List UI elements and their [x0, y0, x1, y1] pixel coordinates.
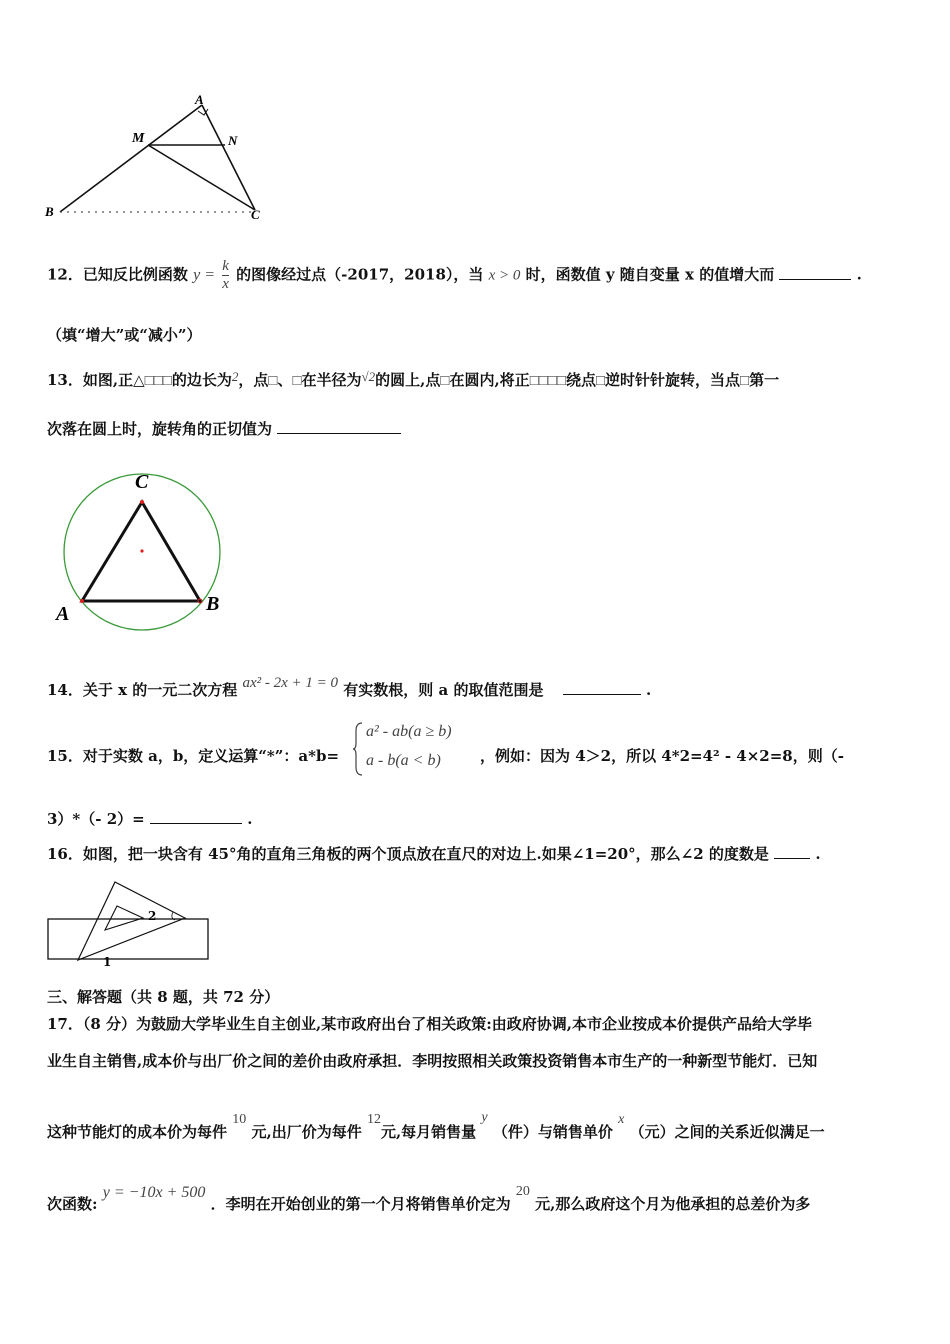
q13-line2 — [47, 418, 401, 439]
q13-text-5: 在半径为 — [301, 371, 362, 389]
q12-answer-blank[interactable] — [779, 279, 851, 280]
q12-line1 — [47, 258, 862, 293]
q14-end: . — [645, 681, 652, 699]
q12-fn-num: k — [222, 258, 229, 274]
q15-line2 — [47, 808, 252, 829]
q13-text-2: 的边长为 — [171, 371, 232, 389]
q13-text-9: 逆时针针旋转，当点 — [605, 371, 741, 389]
q16-answer-blank[interactable] — [774, 858, 810, 859]
q17-l4a: 次函数: — [47, 1195, 98, 1213]
q12-fraction — [222, 258, 229, 293]
q17-l3e: （元）之间的关系近似满足一 — [629, 1123, 825, 1141]
label-a2: A — [56, 603, 70, 625]
q17-l4b: ．李明在开始创业的第一个月将销售单价定为 — [210, 1195, 511, 1213]
q13-radius: √2 — [361, 369, 376, 384]
section-3-heading: 三、解答题（共 8 题，共 72 分） — [47, 988, 280, 1006]
q12-fn-lhs: y = — [193, 266, 216, 284]
q17-price-value: 20 — [515, 1184, 530, 1199]
q15-suffix: ，例如：因为 4＞2，所以 4*2=4² - 4×2=8，则（- — [480, 747, 844, 765]
set-square-outer — [78, 882, 185, 960]
q13-placeholder-b: □ — [292, 373, 302, 389]
center-point — [140, 549, 143, 552]
q15-end: . — [247, 810, 253, 828]
label-angle-1: 1 — [103, 955, 112, 969]
label-b: B — [45, 204, 54, 219]
q15-case2: a - b(a < b) — [366, 752, 441, 769]
q17-line3 — [47, 1110, 825, 1142]
q17-cost-value: 10 — [232, 1112, 247, 1127]
q15-brace — [352, 721, 364, 777]
point-a-dot — [80, 599, 84, 603]
q13-placeholder-a: □ — [268, 373, 278, 389]
label-c: C — [251, 207, 260, 222]
q13-line1 — [47, 369, 779, 390]
q12-end: . — [856, 265, 862, 284]
q14-answer-blank[interactable] — [563, 694, 641, 695]
q13-text-1: 13．如图,正△ — [47, 371, 145, 389]
q17-var-y: y — [481, 1110, 488, 1125]
q13-side-length: 2 — [231, 369, 239, 384]
q13-placeholder-abc: □□□ — [144, 373, 172, 389]
q12-suffix: 时，函数值 y 随自变量 x 的值增大而 — [525, 265, 775, 284]
point-c-dot — [140, 500, 144, 504]
ruler — [48, 919, 208, 959]
set-square-inner — [105, 906, 143, 930]
line-ba — [60, 105, 202, 212]
q13-text-10: 第一 — [749, 371, 780, 389]
q15-line1 — [47, 745, 339, 766]
q16-line — [47, 843, 821, 864]
q17-l3d: （件）与销售单价 — [492, 1123, 613, 1141]
label-n: N — [228, 133, 238, 148]
q16-end: . — [815, 845, 821, 863]
q13-text-4: 、 — [277, 371, 293, 389]
q17-l3c: 元,每月销售量 — [380, 1123, 477, 1141]
figure-triangle-mn — [40, 92, 280, 225]
q15-prefix: 15．对于实数 a，b，定义运算“*”：a*b= — [47, 747, 340, 765]
q13-text-6: 的圆上,点 — [375, 371, 441, 389]
q15-answer-blank[interactable] — [150, 823, 242, 824]
q15-line2-text: 3）*（- 2）= — [47, 810, 145, 828]
q17-line2: 业生自主销售,成本价与出厂价之间的差价由政府承担．李明按照相关政策投资销售本市生产的一种新型节能灯．已知 — [47, 1052, 818, 1070]
q13-line2-text: 次落在圆上时，旋转角的正切值为 — [47, 420, 273, 438]
q13-placeholder-abc2: □□□□ — [529, 373, 566, 389]
q16-text: 16．如图，把一块含有 45°角的直角三角板的两个顶点放在直尺的对边上.如果∠1=20°，那么∠2 的度数是 — [47, 845, 769, 863]
q17-l3a: 这种节能灯的成本价为每件 — [47, 1123, 228, 1141]
q17-var-x: x — [618, 1112, 625, 1127]
q13-placeholder-b2: □ — [595, 373, 606, 389]
q12-mid: 的图像经过点（-2017，2018），当 — [236, 265, 484, 284]
q17-l4c: 元,那么政府这个月为他承担的总差价为多 — [535, 1195, 811, 1213]
q12-prefix: 12．已知反比例函数 — [47, 265, 188, 284]
q13-placeholder-c2: □ — [740, 373, 750, 389]
q15-case1: a² - ab(a ≥ b) — [366, 723, 452, 740]
label-a: A — [195, 92, 204, 107]
q14-line — [47, 675, 651, 700]
q14-prefix: 14．关于 x 的一元二次方程 — [47, 681, 238, 699]
q17-factory-value: 12 — [366, 1112, 381, 1127]
q12-fn-den: x — [222, 276, 229, 292]
q17-l3b: 元,出厂价为每件 — [251, 1123, 362, 1141]
q13-text-8: 绕点 — [565, 371, 596, 389]
q13-placeholder-c: □ — [440, 373, 450, 389]
q13-text-3: ，点 — [238, 371, 269, 389]
label-m: M — [132, 131, 145, 146]
q14-suffix: 有实数根，则 a 的取值范围是 — [343, 681, 544, 699]
figure-ruler-triangle — [45, 880, 215, 970]
figure-circle-triangle — [50, 470, 240, 630]
q14-equation: ax² - 2x + 1 = 0 — [242, 675, 339, 691]
q12-line2: （填“增大”或“减小”） — [47, 326, 202, 344]
label-b2: B — [206, 593, 220, 615]
q12-cond: x > 0 — [488, 267, 521, 284]
label-angle-2: 2 — [148, 909, 157, 923]
q17-function: y = −10x + 500 — [102, 1184, 206, 1201]
q17-line1: 17．（8 分）为鼓励大学毕业生自主创业,某市政府出台了相关政策:由政府协调,本市企业按成本价提供产品给大学毕 — [47, 1015, 813, 1033]
q17-line4 — [47, 1184, 810, 1214]
q13-answer-blank[interactable] — [277, 433, 401, 434]
label-c2: C — [135, 471, 149, 493]
q13-text-7: 在圆内,将正 — [449, 371, 530, 389]
